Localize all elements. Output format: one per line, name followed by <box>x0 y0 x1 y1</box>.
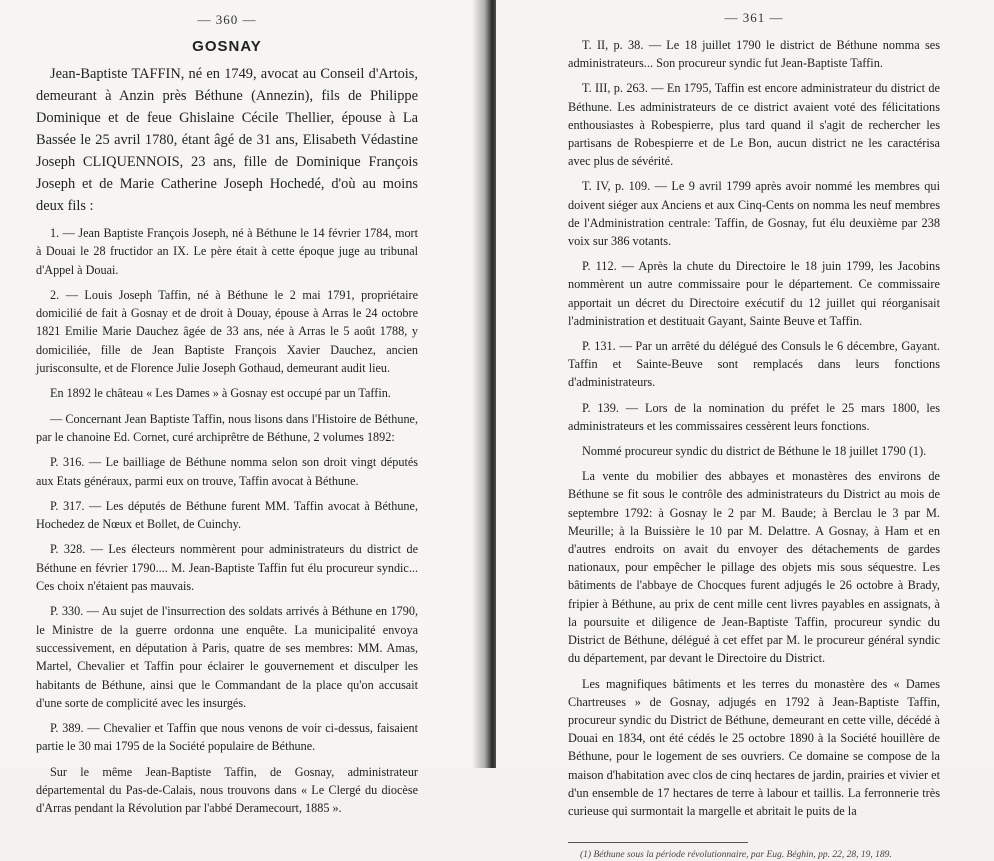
paragraph: 2. — Louis Joseph Taffin, né à Béthune le 2 mai 1791, propriétaire domicilié de fait à Gosnay et de droit à Douay, épouse à Arras le 24 octobre 1821 Emilie Marie Dauchez âgée de 33 ans, née à Arras le 5 août 1788, y domiciliée, fille de Jean Baptiste François Xavier Dauchez, ancien jurisconsulte, et de Florence Julie Joseph Gothaud, demeurant audit lieu. <box>36 287 418 376</box>
paragraph: Nommé procureur syndic du district de Béthune le 18 juillet 1790 (1). <box>582 444 927 459</box>
paragraph: En 1892 le château « Les Dames » à Gosnay est occupé par un Taffin. <box>50 386 391 401</box>
paragraph: T. IV, p. 109. — Le 9 avril 1799 après avoir nommé les membres qui doivent siéger aux Anciens et aux Cinq-Cents on nomma les neuf membres de l'Administration centrale: Taffin, de Gosnay, fut élu deuxième par 238 voix sur 386 votants. <box>568 179 940 249</box>
paragraph: P. 131. — Par un arrêté du délégué des Consuls le 6 décembre, Gayant. Taffin et Sainte-Beuve sont remplacés dans leurs fonctions d'administrateurs. <box>568 339 940 390</box>
paragraph: P. 317. — Les députés de Béthune furent MM. Taffin avocat à Béthune, Hochedez de Nœux et Bollet, de Cuinchy. <box>36 498 418 532</box>
paragraph: — Concernant Jean Baptiste Taffin, nous lisons dans l'Histoire de Béthune, par le chanoine Ed. Cornet, curé archiprêtre de Béthune, 2 volumes 1892: <box>36 411 418 444</box>
paragraph: P. 139. — Lors de la nomination du préfet le 25 mars 1800, les administrateurs et les commissaires cessèrent leurs fonctions. <box>568 400 940 433</box>
paragraph: La vente du mobilier des abbayes et monastères des environs de Béthune se fit sous le contrôle des administrateurs du District au mois de septembre 1792: à Gosnay le 2 par M. Baude; à Berclau le 3 par M. Meurille; à la Buissière le 10 par M. Delattre. A Gosnay, à Ham et en d'autres endroits on avait du envoyer des détachements de gardes nationaux, pour empêcher le pillage des objets mis sous séquestre. Les bâtiments de l'abbaye de Chocques furent adjugés le 26 octobre à Brady, fripier à Béthune, au prix de cent mille cent livres payables en assignats, à la poursuite et diligence de Jean-Baptiste Taffin, procureur syndic du District de Béthune, délégué à cet effet par M. le procureur général syndic du département, par devant le Directoire du District. <box>568 469 940 666</box>
paragraph: P. 328. — Les électeurs nommèrent pour administrateurs du district de Béthune en février 1790.... M. Jean-Baptiste Taffin fut élu procureur syndic... Ces choix n'étaient pas mauvais. <box>36 542 418 594</box>
paragraph: T. III, p. 263. — En 1795, Taffin est encore administrateur du district de Béthune. Les administrateurs de ce district avaient voté des félicitations enthousiastes à Robespierre, plus tard quand il s'agit de rechercher les partisans de Robespierre et de Le Bon, aucun district ne les caractérisa avec plus de sévérité. <box>568 81 940 169</box>
paragraph: T. II, p. 38. — Le 18 juillet 1790 le district de Béthune nomma ses administrateurs... Son procureur syndic fut Jean-Baptiste Taffin. <box>568 38 940 71</box>
paragraph: P. 330. — Au sujet de l'insurrection des soldats arrivés à Béthune en 1790, le Ministre de la guerre ordonna une enquête. La municipalité envoya successivement, en députation à Paris, quatre de ses membres: MM. Amas, Martel, Chevalier et Taffin pour éclairer le gouvernement et disculper les habitants de Béthune, ainsi que le Commandant de la place qu'on accusait d'une sorte de complicité avec les insurgés. <box>36 604 418 710</box>
paragraph: P. 112. — Après la chute du Directoire le 18 juin 1799, les Jacobins nommèrent un autre commissaire pour le département. Ce commissaire apportait un décret du Directoire exécutif du 12 juillet qui réorganisait l'administration et destituait Gayant, Sainte Beuve et Taffin. <box>568 259 940 328</box>
paragraph: Sur le même Jean-Baptiste Taffin, de Gosnay, administrateur départemental du Pas-de-Calais, nous trouvons dans « Le Clergé du diocèse d'Arras pendant la Révolution par l'abbé Deramecourt, 1885 ». <box>36 764 418 816</box>
section-title: GOSNAY <box>192 38 262 55</box>
paragraph: Les magnifiques bâtiments et les terres du monastère des « Dames Chartreuses » de Gosnay, adjugés en 1792 à Jean-Baptiste Taffin, procureur syndic du District de Béthune, demeurant en cette ville, décédé à Douai en 1834, ont été cédés le 25 octobre 1890 à la Société houillère de Béthune, pour le logement de ses ouvriers. Ce domaine se compose de la maison d'habitation avec clos de cinq hectares de jardin, prairies et vivier et d'un ensemble de 17 hectares de terre à labour et taillis. La ferronnerie très curieuse qui surmontait la margelle et abritait le puits de la <box>568 676 941 818</box>
right-page <box>496 0 994 861</box>
footnote: (1) Béthune sous la période révolutionnaire, par Eug. Béghin, pp. 22, 28, 19, 189. <box>580 850 892 861</box>
page-number: — 360 — <box>197 12 257 27</box>
paragraph: Jean-Baptiste TAFFIN, né en 1749, avocat au Conseil d'Artois, demeurant à Anzin près Béthune (Annezin), fils de Philippe Dominique et de feue Ghislaine Cécile Thellier, épouse à La Bassée le 25 avril 1780, étant âgé de 31 ans, Elisabeth Védastine Joseph CLIQUENNOIS, 23 ans, fille de Dominique François Joseph et de Marie Catherine Joseph Hochedé, d'où au moins deux fils : <box>36 66 418 214</box>
left-page <box>0 0 494 816</box>
paragraph: P. 389. — Chevalier et Taffin que nous venons de voir ci-dessus, faisaient partie le 30 mai 1795 de la Société populaire de Béthune. <box>36 721 418 754</box>
paragraph: 1. — Jean Baptiste François Joseph, né à Béthune le 14 février 1784, mort à Douai le 28 fructidor an IX. Le père était à cette époque juge au tribunal d'Appel à Douai. <box>36 226 418 277</box>
footnote-divider <box>568 842 748 843</box>
page-number: — 361 — <box>724 10 784 25</box>
paragraph: P. 316. — Le bailliage de Béthune nomma selon son droit vingt députés aux Etats généraux, parmi eux on trouve, Taffin avocat à Béthune. <box>36 455 418 488</box>
